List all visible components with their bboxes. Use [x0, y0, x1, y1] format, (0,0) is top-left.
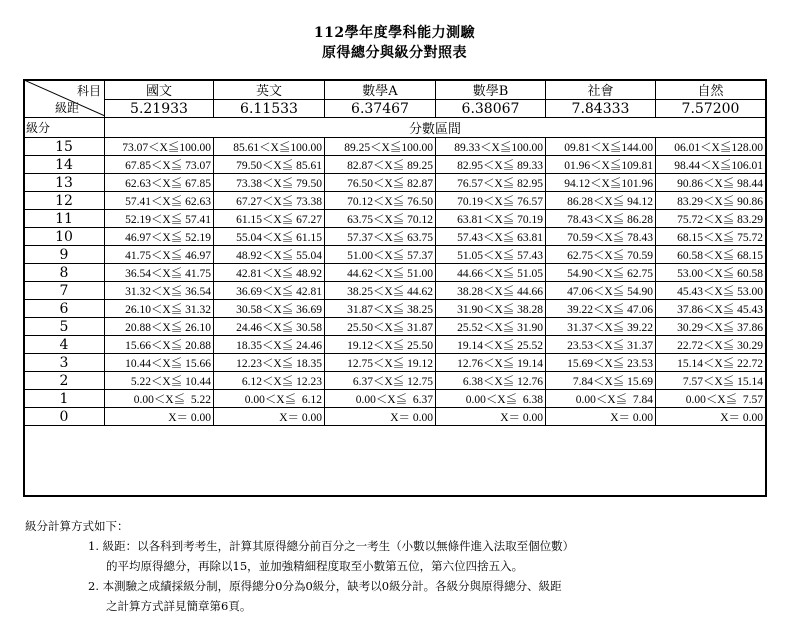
- score-range-cell: 86.28＜X≦ 94.12: [546, 192, 656, 210]
- subject-name: 數學A: [325, 80, 436, 100]
- score-range-cell: 62.75＜X≦ 70.59: [546, 246, 656, 264]
- score-range-cell: 06.01＜X≦128.00: [656, 138, 766, 156]
- table-row: [24, 156, 766, 174]
- interval-label: 級距: [54, 101, 79, 115]
- score-range-cell: 7.84＜X≦ 15.69: [546, 372, 656, 390]
- score-range-cell: X＝ 0.00: [105, 408, 214, 426]
- score-range-cell: 83.29＜X≦ 90.86: [656, 192, 766, 210]
- score-range-cell: 0.00＜X≦ 6.37: [325, 390, 436, 408]
- subject-name: 自然: [656, 80, 766, 100]
- score-range-cell: 54.90＜X≦ 62.75: [546, 264, 656, 282]
- note-item-1: 1. 級距：以各科到考考生，計算其原得總分前百分之一考生（小數以無條件進入法取至個位數）: [88, 539, 575, 553]
- notes-section: [25, 516, 574, 616]
- score-range-cell: 57.37＜X≦ 63.75: [325, 228, 436, 246]
- note-item-1-continued: 的平均原得總分，再除以15，並加強精細程度取至小數第五位，第六位四捨五入。: [106, 559, 524, 573]
- score-range-cell: X＝ 0.00: [214, 408, 325, 426]
- subject-name: 英文: [214, 80, 325, 100]
- score-range-cell: 70.19＜X≦ 76.57: [436, 192, 546, 210]
- score-range-cell: 45.43＜X≦ 53.00: [656, 282, 766, 300]
- score-range-cell: 94.12＜X≦101.96: [546, 174, 656, 192]
- score-range-cell: 25.52＜X≦ 31.90: [436, 318, 546, 336]
- level-cell: 2: [24, 372, 105, 390]
- score-range-cell: 60.58＜X≦ 68.15: [656, 246, 766, 264]
- score-range-cell: 37.86＜X≦ 45.43: [656, 300, 766, 318]
- score-range-cell: 6.12＜X≦ 12.23: [214, 372, 325, 390]
- score-range-cell: 67.27＜X≦ 73.38: [214, 192, 325, 210]
- score-range-cell: X＝ 0.00: [656, 408, 766, 426]
- score-range-cell: 19.12＜X≦ 25.50: [325, 336, 436, 354]
- level-cell: 10: [24, 228, 105, 246]
- level-cell: 12: [24, 192, 105, 210]
- table-row: [24, 192, 766, 210]
- table-row: [24, 138, 766, 156]
- table-row: [24, 390, 766, 408]
- score-range-cell: 10.44＜X≦ 15.66: [105, 354, 214, 372]
- score-range-cell: 36.69＜X≦ 42.81: [214, 282, 325, 300]
- score-range-cell: 46.97＜X≦ 52.19: [105, 228, 214, 246]
- score-range-cell: 89.33＜X≦100.00: [436, 138, 546, 156]
- score-range-cell: 0.00＜X≦ 5.22: [105, 390, 214, 408]
- score-range-cell: 38.28＜X≦ 44.66: [436, 282, 546, 300]
- score-range-cell: 22.72＜X≦ 30.29: [656, 336, 766, 354]
- score-range-cell: 36.54＜X≦ 41.75: [105, 264, 214, 282]
- score-range-cell: 57.43＜X≦ 63.81: [436, 228, 546, 246]
- score-range-cell: 39.22＜X≦ 47.06: [546, 300, 656, 318]
- level-cell: 11: [24, 210, 105, 228]
- level-cell: 8: [24, 264, 105, 282]
- grade-table: [23, 79, 766, 426]
- level-cell: 3: [24, 354, 105, 372]
- table-row: [24, 318, 766, 336]
- score-range-cell: 85.61＜X≦100.00: [214, 138, 325, 156]
- level-cell: 14: [24, 156, 105, 174]
- score-range-cell: 15.14＜X≦ 22.72: [656, 354, 766, 372]
- subject-name: 社會: [546, 80, 656, 100]
- notes-heading: 級分計算方式如下：: [25, 519, 129, 533]
- subject-name: 數學B: [436, 80, 546, 100]
- table-row: [24, 264, 766, 282]
- score-range-cell: 23.53＜X≦ 31.37: [546, 336, 656, 354]
- score-range-cell: 63.81＜X≦ 70.19: [436, 210, 546, 228]
- table-row: [24, 372, 766, 390]
- score-range-cell: 48.92＜X≦ 55.04: [214, 246, 325, 264]
- score-range-cell: 44.62＜X≦ 51.00: [325, 264, 436, 282]
- score-range-cell: 30.29＜X≦ 37.86: [656, 318, 766, 336]
- score-range-cell: 75.72＜X≦ 83.29: [656, 210, 766, 228]
- level-column-label: 級分: [24, 118, 105, 138]
- score-range-cell: 63.75＜X≦ 70.12: [325, 210, 436, 228]
- score-range-cell: 76.57＜X≦ 82.95: [436, 174, 546, 192]
- level-cell: 0: [24, 408, 105, 426]
- score-range-cell: 5.22＜X≦ 10.44: [105, 372, 214, 390]
- score-range-cell: 01.96＜X≦109.81: [546, 156, 656, 174]
- level-cell: 13: [24, 174, 105, 192]
- level-cell: 1: [24, 390, 105, 408]
- subject-interval: 5.21933: [105, 100, 214, 118]
- score-range-cell: 25.50＜X≦ 31.87: [325, 318, 436, 336]
- score-range-cell: 90.86＜X≦ 98.44: [656, 174, 766, 192]
- header-corner-cell: [24, 80, 105, 118]
- score-range-cell: 47.06＜X≦ 54.90: [546, 282, 656, 300]
- score-range-cell: 70.59＜X≦ 78.43: [546, 228, 656, 246]
- score-range-cell: 15.69＜X≦ 23.53: [546, 354, 656, 372]
- score-range-cell: 73.38＜X≦ 79.50: [214, 174, 325, 192]
- subject-interval: 6.37467: [325, 100, 436, 118]
- note-item-2-continued: 之計算方式詳見簡章第6頁。: [106, 599, 252, 613]
- score-range-cell: X＝ 0.00: [436, 408, 546, 426]
- subject-label: 科目: [76, 84, 101, 98]
- score-range-cell: 52.19＜X≦ 57.41: [105, 210, 214, 228]
- score-range-cell: 0.00＜X≦ 7.57: [656, 390, 766, 408]
- level-cell: 5: [24, 318, 105, 336]
- table-row: [24, 228, 766, 246]
- subject-interval: 7.84333: [546, 100, 656, 118]
- score-range-cell: 12.75＜X≦ 19.12: [325, 354, 436, 372]
- score-range-cell: 44.66＜X≦ 51.05: [436, 264, 546, 282]
- score-range-cell: 78.43＜X≦ 86.28: [546, 210, 656, 228]
- score-range-cell: 70.12＜X≦ 76.50: [325, 192, 436, 210]
- score-range-cell: 82.95＜X≦ 89.33: [436, 156, 546, 174]
- level-cell: 4: [24, 336, 105, 354]
- score-range-cell: 19.14＜X≦ 25.52: [436, 336, 546, 354]
- score-range-cell: X＝ 0.00: [546, 408, 656, 426]
- table-row: [24, 300, 766, 318]
- score-range-cell: 67.85＜X≦ 73.07: [105, 156, 214, 174]
- table-row: [24, 282, 766, 300]
- score-range-cell: 31.37＜X≦ 39.22: [546, 318, 656, 336]
- score-range-cell: 12.76＜X≦ 19.14: [436, 354, 546, 372]
- subject-name: 國文: [105, 80, 214, 100]
- score-range-cell: 0.00＜X≦ 6.38: [436, 390, 546, 408]
- score-range-cell: 82.87＜X≦ 89.25: [325, 156, 436, 174]
- table-row: [24, 246, 766, 264]
- level-cell: 15: [24, 138, 105, 156]
- score-range-cell: 31.90＜X≦ 38.28: [436, 300, 546, 318]
- score-range-cell: 41.75＜X≦ 46.97: [105, 246, 214, 264]
- note-item-2: 2. 本測驗之成績採級分制，原得總分0分為0級分，缺考以0級分計。各級分與原得總分、級距: [88, 579, 562, 593]
- score-range-cell: 76.50＜X≦ 82.87: [325, 174, 436, 192]
- score-range-cell: 98.44＜X≦106.01: [656, 156, 766, 174]
- score-range-cell: 31.32＜X≦ 36.54: [105, 282, 214, 300]
- subject-interval: 6.38067: [436, 100, 546, 118]
- table-row: [24, 408, 766, 426]
- score-range-cell: 89.25＜X≦100.00: [325, 138, 436, 156]
- level-cell: 9: [24, 246, 105, 264]
- score-range-cell: 20.88＜X≦ 26.10: [105, 318, 214, 336]
- score-range-cell: 51.00＜X≦ 57.37: [325, 246, 436, 264]
- score-range-cell: 26.10＜X≦ 31.32: [105, 300, 214, 318]
- table-row: [24, 336, 766, 354]
- score-range-cell: 62.63＜X≦ 67.85: [105, 174, 214, 192]
- score-range-cell: 42.81＜X≦ 48.92: [214, 264, 325, 282]
- table-row: [24, 210, 766, 228]
- level-cell: 6: [24, 300, 105, 318]
- score-range-cell: 6.38＜X≦ 12.76: [436, 372, 546, 390]
- score-range-cell: 53.00＜X≦ 60.58: [656, 264, 766, 282]
- score-range-cell: 24.46＜X≦ 30.58: [214, 318, 325, 336]
- score-range-cell: 0.00＜X≦ 6.12: [214, 390, 325, 408]
- subject-interval: 7.57200: [656, 100, 766, 118]
- score-range-label: 分數區間: [105, 118, 766, 138]
- score-range-cell: 09.81＜X≦144.00: [546, 138, 656, 156]
- score-range-cell: 57.41＜X≦ 62.63: [105, 192, 214, 210]
- score-range-cell: 15.66＜X≦ 20.88: [105, 336, 214, 354]
- score-range-cell: 73.07＜X≦100.00: [105, 138, 214, 156]
- score-range-cell: 55.04＜X≦ 61.15: [214, 228, 325, 246]
- score-range-cell: X＝ 0.00: [325, 408, 436, 426]
- score-range-cell: 61.15＜X≦ 67.27: [214, 210, 325, 228]
- score-range-cell: 30.58＜X≦ 36.69: [214, 300, 325, 318]
- score-range-cell: 38.25＜X≦ 44.62: [325, 282, 436, 300]
- page-subtitle: 原得總分與級分對照表: [322, 45, 467, 61]
- score-range-cell: 51.05＜X≦ 57.43: [436, 246, 546, 264]
- score-range-cell: 18.35＜X≦ 24.46: [214, 336, 325, 354]
- table-row: [24, 354, 766, 372]
- page-title: 112學年度學科能力測驗: [313, 25, 476, 41]
- table-row: [24, 174, 766, 192]
- score-range-cell: 7.57＜X≦ 15.14: [656, 372, 766, 390]
- score-range-cell: 12.23＜X≦ 18.35: [214, 354, 325, 372]
- score-range-cell: 31.87＜X≦ 38.25: [325, 300, 436, 318]
- subject-interval: 6.11533: [214, 100, 325, 118]
- score-range-cell: 79.50＜X≦ 85.61: [214, 156, 325, 174]
- score-range-cell: 0.00＜X≦ 7.84: [546, 390, 656, 408]
- score-range-cell: 68.15＜X≦ 75.72: [656, 228, 766, 246]
- score-range-cell: 6.37＜X≦ 12.75: [325, 372, 436, 390]
- level-cell: 7: [24, 282, 105, 300]
